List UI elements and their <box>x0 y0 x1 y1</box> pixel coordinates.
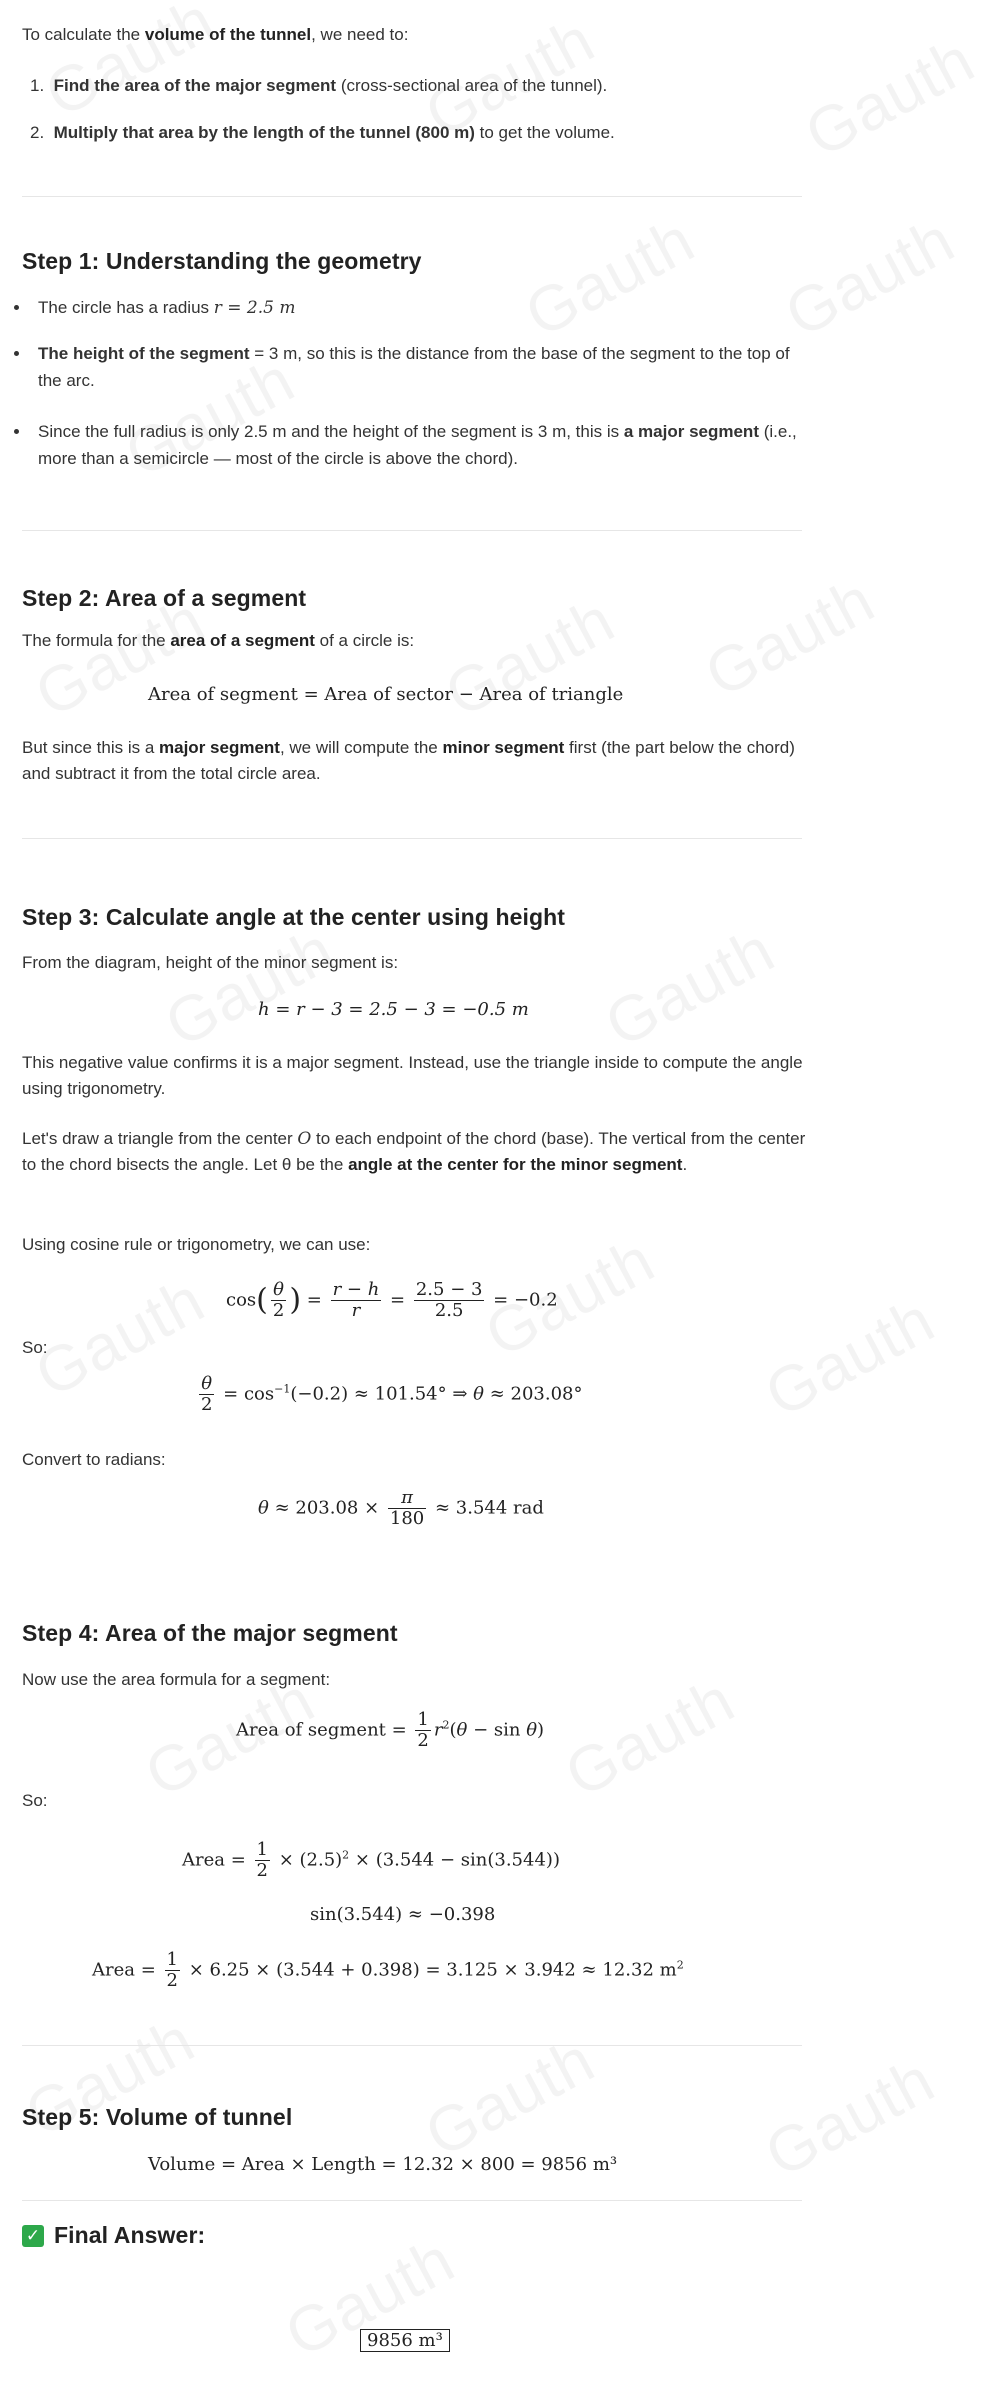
equation-area-sub: Area = $\frac{1}{2}$ × $(2.5)^2 \times (3.544 - \sin(3.544))$ <box>182 1839 560 1881</box>
step2-intro: The formula for the area of a segment of a circle is: <box>22 631 415 650</box>
equation-sin: sin(3.544) ≈ −0.398 <box>310 1904 496 1925</box>
step2-heading: Step 2: Area of a segment <box>22 585 307 611</box>
step5-heading: Step 5: Volume of tunnel <box>22 2104 293 2130</box>
final-answer-box: 9856 m³ <box>360 2329 450 2352</box>
divider <box>22 2045 802 2046</box>
equation-radians: θ ≈ 203.08 × $\frac{\pi}{180}$ ≈ 3.544 rad <box>258 1487 544 1529</box>
step3-heading: Step 3: Calculate angle at the center using height <box>22 904 566 930</box>
equation-h: h = r − 3 = 2.5 − 3 = −0.5 m <box>258 999 529 1020</box>
divider <box>22 838 802 839</box>
watermark <box>33 0 226 132</box>
divider <box>22 530 802 531</box>
equation-theta: $\frac{\theta}{2}$ = $\cos^{-1}(-0.2) \approx 101.54^\circ$ ⇒ θ ≈ 203.08° <box>201 1373 583 1415</box>
watermark <box>773 202 966 352</box>
watermark <box>793 22 986 172</box>
step2-formula: Area of segment = Area of sector − Area of triangle <box>148 684 624 705</box>
watermark <box>433 582 626 732</box>
step2-note: But since this is a major segment, we will compute the minor segment first (the part below the chord) and subtract it from the total circle area. <box>22 738 795 783</box>
equation-cos: cos( $\frac{\theta}{2}$ ) = $\frac{r - h}{r}$ = $\frac{2.5 - 3}{2.5}$ = −0.2 <box>226 1279 558 1321</box>
step1-bullet-radius: The circle has a radius r = 2.5 m <box>38 294 798 322</box>
watermark <box>753 2042 946 2192</box>
checkmark-icon: ✓ <box>22 2225 44 2247</box>
step3-text: From the diagram, height of the minor segment is: <box>22 953 399 972</box>
step1-bullet-major: Since the full radius is only 2.5 m and the height of the segment is 3 m, this is a major segment (i.e., more than a semicircle — most of the circle is above the chord). <box>38 418 798 472</box>
step1-heading: Step 1: Understanding the geometry <box>22 248 422 274</box>
step3-so: So: <box>22 1338 48 1357</box>
equation-volume: Volume = Area × Length = 12.32 × 800 = 9856 m³ <box>148 2154 618 2175</box>
divider <box>22 2200 802 2201</box>
watermark <box>593 912 786 1062</box>
divider <box>22 196 802 197</box>
final-answer <box>360 2328 450 2354</box>
intro-list-item: 2. Multiply that area by the length of the tunnel (800 m) to get the volume. <box>30 123 615 142</box>
step4-heading: Step 4: Area of the major segment <box>22 1620 398 1646</box>
step3-text: Let's draw a triangle from the center O to each endpoint of the chord (base). The vertical from the center to the chord bisects the angle. Let θ be the angle at the center for the minor segment. <box>22 1129 806 1174</box>
step3-convert: Convert to radians: <box>22 1450 166 1469</box>
step3-text: This negative value confirms it is a major segment. Instead, use the triangle inside to compute the angle using trigonometry. <box>22 1053 803 1098</box>
watermark <box>153 912 346 1062</box>
step3-text: Using cosine rule or trigonometry, we can use: <box>22 1235 371 1254</box>
final-answer-label: Final Answer: <box>54 2222 206 2248</box>
intro-list-item: 1. Find the area of the major segment (cross-sectional area of the tunnel). <box>30 76 608 95</box>
intro-lead: To calculate the volume of the tunnel, we need to: <box>22 25 409 44</box>
step4-text: Now use the area formula for a segment: <box>22 1670 331 1689</box>
step4-so: So: <box>22 1791 48 1810</box>
watermark <box>513 202 706 352</box>
equation-area-result: Area = $\frac{1}{2}$ × 6.25 × (3.544 + 0.398) = 3.125 × 3.942 ≈ 12.32 $m^2$ <box>92 1949 684 1991</box>
equation-segment-area: Area of segment = $\frac{1}{2}$ $r^2(\theta - \sin \theta)$ <box>236 1709 545 1751</box>
step1-bullet-height: The height of the segment = 3 m, so this is the distance from the base of the segment to the top of the arc. <box>38 340 798 394</box>
